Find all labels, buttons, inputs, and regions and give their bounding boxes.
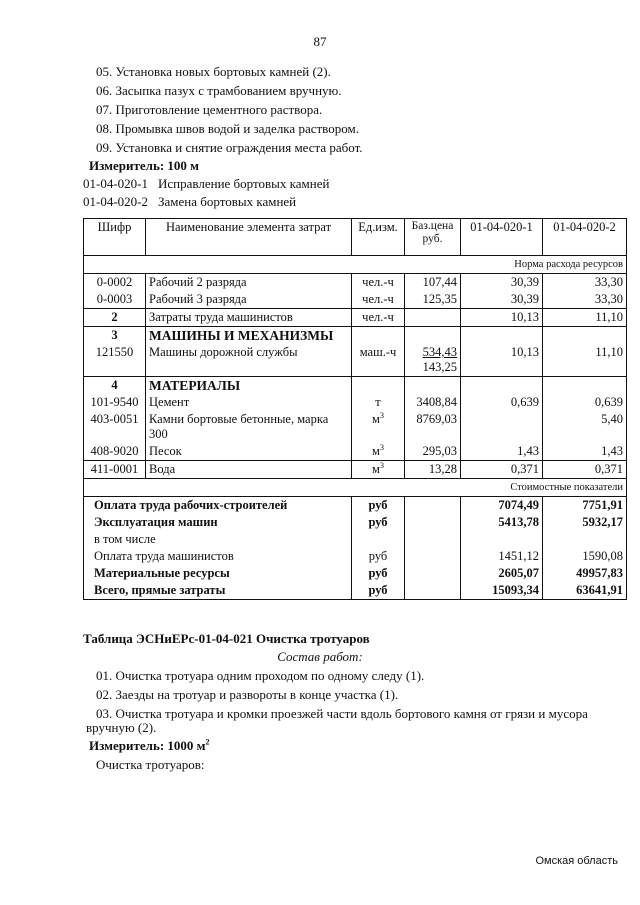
composition-title: Состав работ:: [277, 649, 363, 664]
header-unit: Ед.изм.: [352, 219, 405, 256]
code-2: 01-04-020-2: [83, 194, 148, 209]
section-row: 3 МАШИНЫ И МЕХАНИЗМЫ: [84, 327, 627, 345]
table-row: 0-0003 Рабочий 3 разряда чел.-ч 125,35 30,39 33,30: [84, 291, 627, 309]
work-item-08: 08. Промывка швов водой и заделка раствором.: [96, 121, 359, 136]
header-col2: 01-04-020-2: [543, 219, 627, 256]
code-1: 01-04-020-1: [83, 176, 148, 191]
cost-row: в том числе: [84, 531, 627, 548]
table-row: 411-0001 Вода $м^3$ 13,28 0,371 0,371: [84, 461, 627, 479]
table-row: 101-9540 Цемент т 3408,84 0,639 0,639: [84, 394, 627, 411]
header-price: Баз.цена руб.: [405, 219, 461, 256]
work-item-07: 07. Приготовление цементного раствора.: [96, 102, 323, 117]
table2-title: Таблица ЭСНиЕРс-01-04-021 Очистка тротуаров: [83, 631, 370, 646]
table-row: 408-9020 Песок $м^3$ 295,03 1,43 1,43: [84, 443, 627, 461]
cost-label-row: [84, 479, 627, 497]
table-header-row: [84, 219, 627, 256]
work-item-bottom-03: 03. Очистка тротуара и кромки проезжей части вдоль бортового камня от грязи и мусора: [96, 706, 588, 721]
cost-label: Стоимостные показатели: [84, 479, 627, 497]
work-item-09: 09. Установка и снятие ограждения места работ.: [96, 140, 363, 155]
table-row: 121550 Машины дорожной службы маш.-ч 534,43 143,25 10,13 11,10: [84, 344, 627, 377]
meter-bottom: Измеритель: 1000 $м^2$: [89, 737, 210, 753]
section-row: 4 МАТЕРИАЛЫ: [84, 377, 627, 395]
meter-top: Измеритель: 100 м: [89, 158, 200, 173]
work-item-bottom-01: 01. Очистка тротуара одним проходом по одному следу (1).: [96, 668, 425, 683]
work-item-05: 05. Установка новых бортовых камней (2).: [96, 64, 331, 79]
cost-row: Эксплуатация машин руб 5413,78 5932,17: [84, 514, 627, 531]
norm-label: Норма расхода ресурсов: [84, 256, 627, 274]
header-col1: 01-04-020-1: [461, 219, 543, 256]
cost-row: Оплата труда рабочих-строителей руб 7074,49 7751,91: [84, 497, 627, 515]
header-name: Наименование элемента затрат: [146, 219, 352, 256]
table-row: 2 Затраты труда машинистов чел.-ч 10,13 11,10: [84, 309, 627, 327]
cost-row: Материальные ресурсы руб 2605,07 49957,83: [84, 565, 627, 582]
work-item-bottom-02: 02. Заезды на тротуар и развороты в конце участка (1).: [96, 687, 399, 702]
cost-row: Всего, прямые затраты руб 15093,34 63641,91: [84, 582, 627, 600]
final-line: Очистка тротуаров:: [96, 757, 205, 772]
footer-region: Омская область: [535, 855, 618, 867]
code-2-name: Замена бортовых камней: [158, 194, 297, 209]
cost-row: Оплата труда машинистов руб 1451,12 1590,08: [84, 548, 627, 565]
header-code: Шифр: [84, 219, 146, 256]
work-item-06: 06. Засыпка пазух с трамбованием вручную.: [96, 83, 342, 98]
resource-table: [83, 218, 627, 600]
table-row: 0-0002 Рабочий 2 разряда чел.-ч 107,44 30,39 33,30: [84, 274, 627, 292]
work-item-bottom-03-cont: вручную (2).: [86, 720, 157, 735]
table-row: 403-0051 Камни бортовые бетонные, марка 300 $м^3$ 8769,03 5,40: [84, 411, 627, 443]
norm-label-row: [84, 256, 627, 274]
code-1-name: Исправление бортовых камней: [158, 176, 330, 191]
page-number: 87: [313, 34, 327, 49]
